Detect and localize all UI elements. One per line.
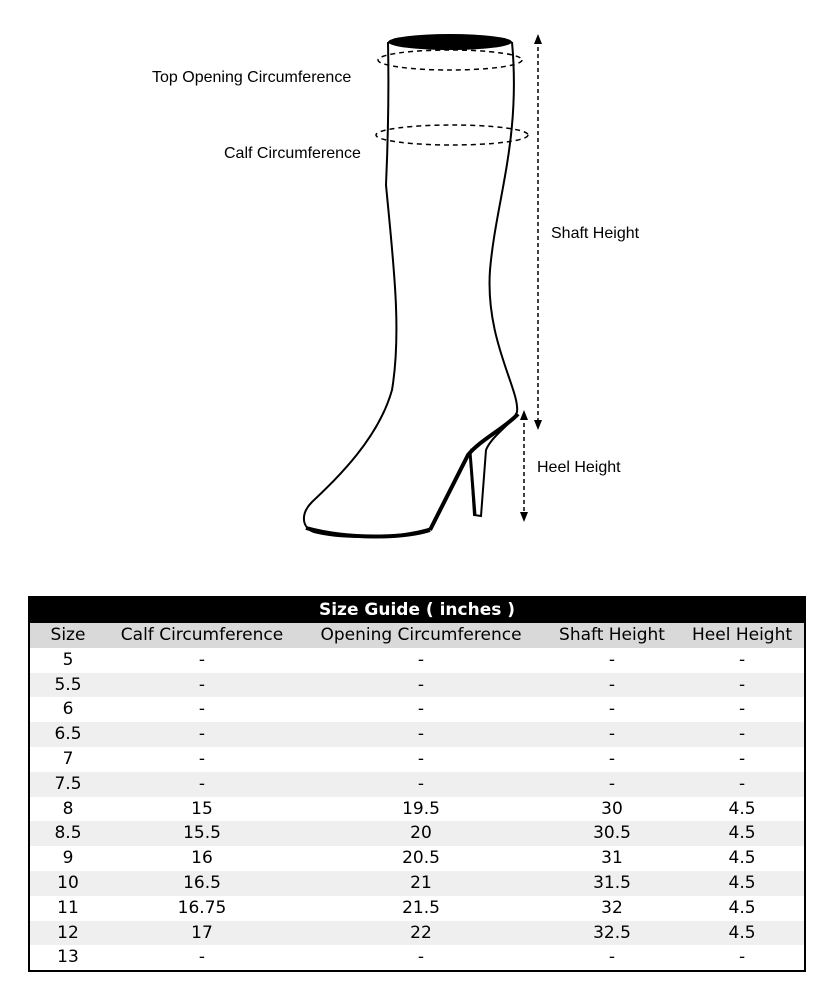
measure-cell: - [298, 772, 544, 797]
measure-cell: 22 [298, 921, 544, 946]
measure-cell: 21.5 [298, 896, 544, 921]
measure-cell: 16 [106, 846, 298, 871]
size-cell: 10 [30, 871, 106, 896]
size-cell: 6 [30, 697, 106, 722]
measure-cell: - [106, 648, 298, 673]
table-row [30, 921, 804, 946]
top-opening-measure-ring [378, 50, 522, 70]
table-header-row [30, 623, 804, 648]
measure-cell: 16.75 [106, 896, 298, 921]
measure-cell: 31 [544, 846, 680, 871]
measure-cell: - [544, 945, 680, 970]
measure-cell: - [544, 772, 680, 797]
table-row [30, 722, 804, 747]
heel-arrow-top-head [520, 410, 528, 420]
label-heel-height: Heel Height [537, 459, 621, 476]
shaft-arrow-top-head [534, 34, 542, 44]
measure-cell: - [544, 673, 680, 698]
measure-cell: - [544, 722, 680, 747]
measure-cell: 17 [106, 921, 298, 946]
measure-cell: 4.5 [680, 846, 804, 871]
size-cell: 13 [30, 945, 106, 970]
measure-cell: 32 [544, 896, 680, 921]
size-cell: 8.5 [30, 821, 106, 846]
size-cell: 9 [30, 846, 106, 871]
boot-outline [304, 42, 517, 537]
size-cell: 6.5 [30, 722, 106, 747]
table-row [30, 871, 804, 896]
measure-cell: - [106, 772, 298, 797]
measure-cell: - [298, 648, 544, 673]
measure-cell: - [680, 722, 804, 747]
size-cell: 5 [30, 648, 106, 673]
measure-cell: 4.5 [680, 871, 804, 896]
measure-cell: - [544, 747, 680, 772]
measure-cell: - [680, 697, 804, 722]
measure-cell: 16.5 [106, 871, 298, 896]
table-row [30, 846, 804, 871]
table-row [30, 797, 804, 822]
size-cell: 7 [30, 747, 106, 772]
table-row [30, 648, 804, 673]
measure-cell: - [106, 747, 298, 772]
label-calf: Calf Circumference [224, 145, 361, 162]
column-header: Size [30, 623, 106, 648]
calf-measure-ring [376, 125, 528, 145]
measure-cell: 15.5 [106, 821, 298, 846]
measure-cell: - [298, 722, 544, 747]
table-row [30, 772, 804, 797]
measure-cell: 4.5 [680, 821, 804, 846]
table-row [30, 697, 804, 722]
measure-cell: - [544, 697, 680, 722]
measure-cell: - [298, 673, 544, 698]
size-cell: 5.5 [30, 673, 106, 698]
table-row [30, 896, 804, 921]
measure-cell: - [106, 697, 298, 722]
size-guide-title: Size Guide ( inches ) [30, 598, 804, 623]
measure-cell: - [680, 648, 804, 673]
measure-cell: 4.5 [680, 921, 804, 946]
measure-cell: 4.5 [680, 896, 804, 921]
table-row [30, 821, 804, 846]
measure-cell: 19.5 [298, 797, 544, 822]
column-header: Opening Circumference [298, 623, 544, 648]
measure-cell: - [680, 945, 804, 970]
measure-cell: 30.5 [544, 821, 680, 846]
measure-cell: - [680, 673, 804, 698]
label-shaft-height: Shaft Height [551, 225, 640, 242]
size-cell: 11 [30, 896, 106, 921]
measure-cell: - [298, 945, 544, 970]
measure-cell: - [544, 648, 680, 673]
measure-cell: - [298, 697, 544, 722]
size-cell: 8 [30, 797, 106, 822]
heel-arrow-bottom-head [520, 512, 528, 522]
measure-cell: 20 [298, 821, 544, 846]
measure-cell: - [106, 673, 298, 698]
table-row [30, 673, 804, 698]
measure-cell: - [298, 747, 544, 772]
size-cell: 12 [30, 921, 106, 946]
measure-cell: 4.5 [680, 797, 804, 822]
size-cell: 7.5 [30, 772, 106, 797]
measure-cell: 30 [544, 797, 680, 822]
size-guide-table [28, 596, 806, 972]
column-header: Shaft Height [544, 623, 680, 648]
measure-cell: 15 [106, 797, 298, 822]
measure-cell: 20.5 [298, 846, 544, 871]
table-row [30, 747, 804, 772]
measure-cell: - [106, 722, 298, 747]
label-top-opening: Top Opening Circumference [152, 69, 352, 86]
measure-cell: - [106, 945, 298, 970]
column-header: Calf Circumference [106, 623, 298, 648]
measure-cell: - [680, 747, 804, 772]
boot-top-opening [388, 34, 512, 50]
measure-cell: - [680, 772, 804, 797]
table-row [30, 945, 804, 970]
measure-cell: 32.5 [544, 921, 680, 946]
shaft-arrow-bottom-head [534, 420, 542, 430]
measure-cell: 31.5 [544, 871, 680, 896]
column-header: Heel Height [680, 623, 804, 648]
measure-cell: 21 [298, 871, 544, 896]
